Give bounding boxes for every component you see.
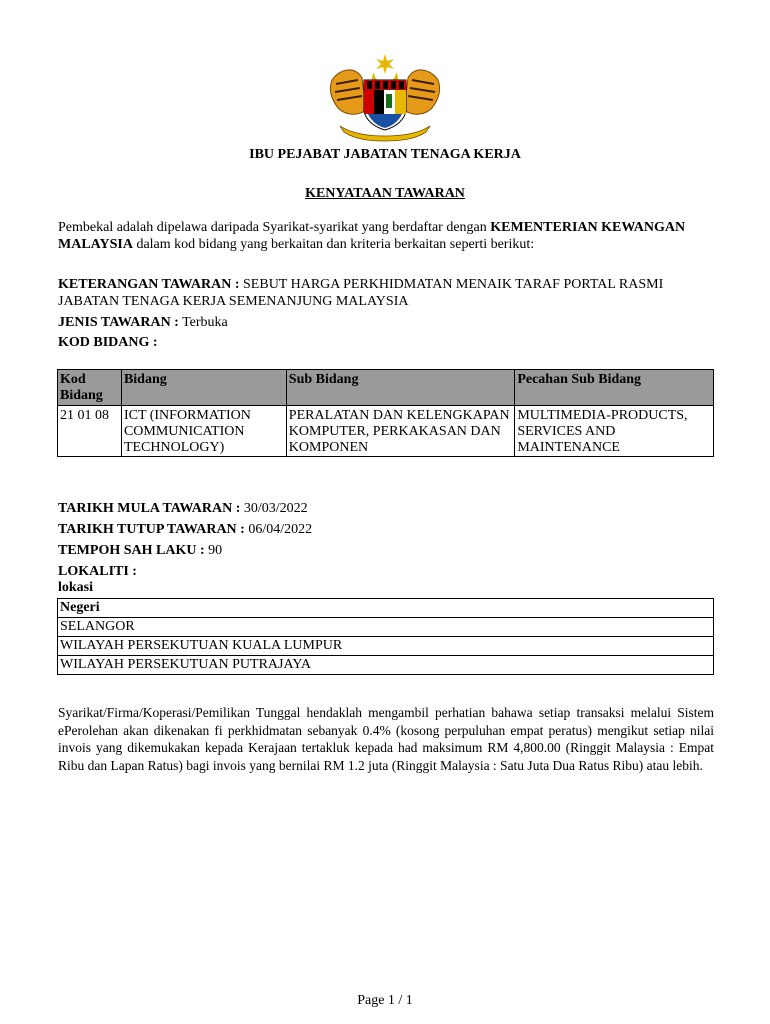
table-row: [58, 656, 714, 675]
end-date-value: 06/04/2022: [248, 522, 313, 537]
service-fee-notice: Syarikat/Firma/Koperasi/Pemilikan Tunggal hendaklah mengambil perhatian bahawa setiap transaksi melalui Sistem ePerolehan akan dikenakan fi perkhidmatan sebanyak 0.4% (kosong perpuluhan empat peratus) mengikut setiap nilai invois yang dikemukakan kepada Kerajaan tertakluk kepada had maksimum RM 4,800.00 (Ringgit Malaysia : Empat Ribu dan Lapan Ratus) bagi invois yang bernilai RM 1.2 juta (Ringgit Malaysia : Satu Juta Dua Ratus Ribu) atau lebih.: [58, 705, 714, 773]
locality-label: LOKALITI :: [58, 564, 137, 579]
table-row: [58, 618, 714, 637]
malaysia-coat-of-arms-icon: [322, 50, 448, 142]
offer-type-label: JENIS TAWARAN :: [58, 315, 179, 330]
validity-value: 90: [208, 543, 223, 558]
agency-title: IBU PEJABAT JABATAN TENAGA KERJA: [249, 147, 521, 162]
intro-text-post: dalam kod bidang yang berkaitan dan kriteria berkaitan seperti berikut:: [132, 237, 535, 252]
field-code-label: KOD BIDANG :: [58, 335, 158, 350]
start-date-label: TARIKH MULA TAWARAN :: [58, 501, 241, 516]
locality-line: [58, 561, 312, 582]
subfield-breakdown-cell: MULTIMEDIA-PRODUCTS, SERVICES AND MAINTENANCE: [515, 406, 714, 457]
field-code-cell: 21 01 08: [58, 406, 122, 457]
offer-description: [58, 276, 714, 310]
field-table-header-subfield: Sub Bidang: [286, 370, 515, 406]
location-state-cell: SELANGOR: [58, 618, 714, 637]
validity-label: TEMPOH SAH LAKU :: [58, 543, 205, 558]
offer-dates: [58, 498, 312, 582]
table-row: [58, 406, 714, 457]
offer-description-label: KETERANGAN TAWARAN :: [58, 277, 240, 292]
ministry-name: KEMENTERIAN KEWANGAN MALAYSIA: [58, 220, 686, 252]
field-table-header-field: Bidang: [121, 370, 286, 406]
table-row: [58, 637, 714, 656]
page-number: Page 1 / 1: [357, 993, 413, 1008]
intro-text-pre: Pembekal adalah dipelawa daripada Syarikat-syarikat yang berdaftar dengan: [58, 220, 491, 235]
field-code-table: [57, 369, 714, 457]
validity-line: [58, 540, 312, 561]
location-header-cell: Negeri: [58, 599, 714, 618]
field-name-cell: ICT (INFORMATION COMMUNICATION TECHNOLOGY): [121, 406, 286, 457]
location-state-cell: WILAYAH PERSEKUTUAN PUTRAJAYA: [58, 656, 714, 675]
offer-description-value: SEBUT HARGA PERKHIDMATAN MENAIK TARAF PORTAL RASMI JABATAN TENAGA KERJA SEMENANJUNG MALAYSIA: [58, 277, 664, 309]
field-table-header-code: Kod Bidang: [58, 370, 122, 406]
field-table-header-subfield-breakdown: Pecahan Sub Bidang: [515, 370, 714, 406]
field-table-header-row: [58, 370, 714, 406]
end-date-label: TARIKH TUTUP TAWARAN :: [58, 522, 245, 537]
subfield-cell: PERALATAN DAN KELENGKAPAN KOMPUTER, PERKAKASAN DAN KOMPONEN: [286, 406, 515, 457]
location-state-cell: WILAYAH PERSEKUTUAN KUALA LUMPUR: [58, 637, 714, 656]
offer-type-value: Terbuka: [182, 315, 228, 330]
location-header-row: [58, 599, 714, 618]
location-label: lokasi: [58, 580, 94, 595]
document-heading: KENYATAAN TAWARAN: [305, 186, 465, 201]
intro-paragraph: [58, 219, 714, 253]
offer-type: [58, 314, 714, 331]
location-table: [57, 598, 714, 675]
end-date-line: [58, 519, 312, 540]
start-date-value: 30/03/2022: [243, 501, 308, 516]
start-date-line: [58, 498, 312, 519]
